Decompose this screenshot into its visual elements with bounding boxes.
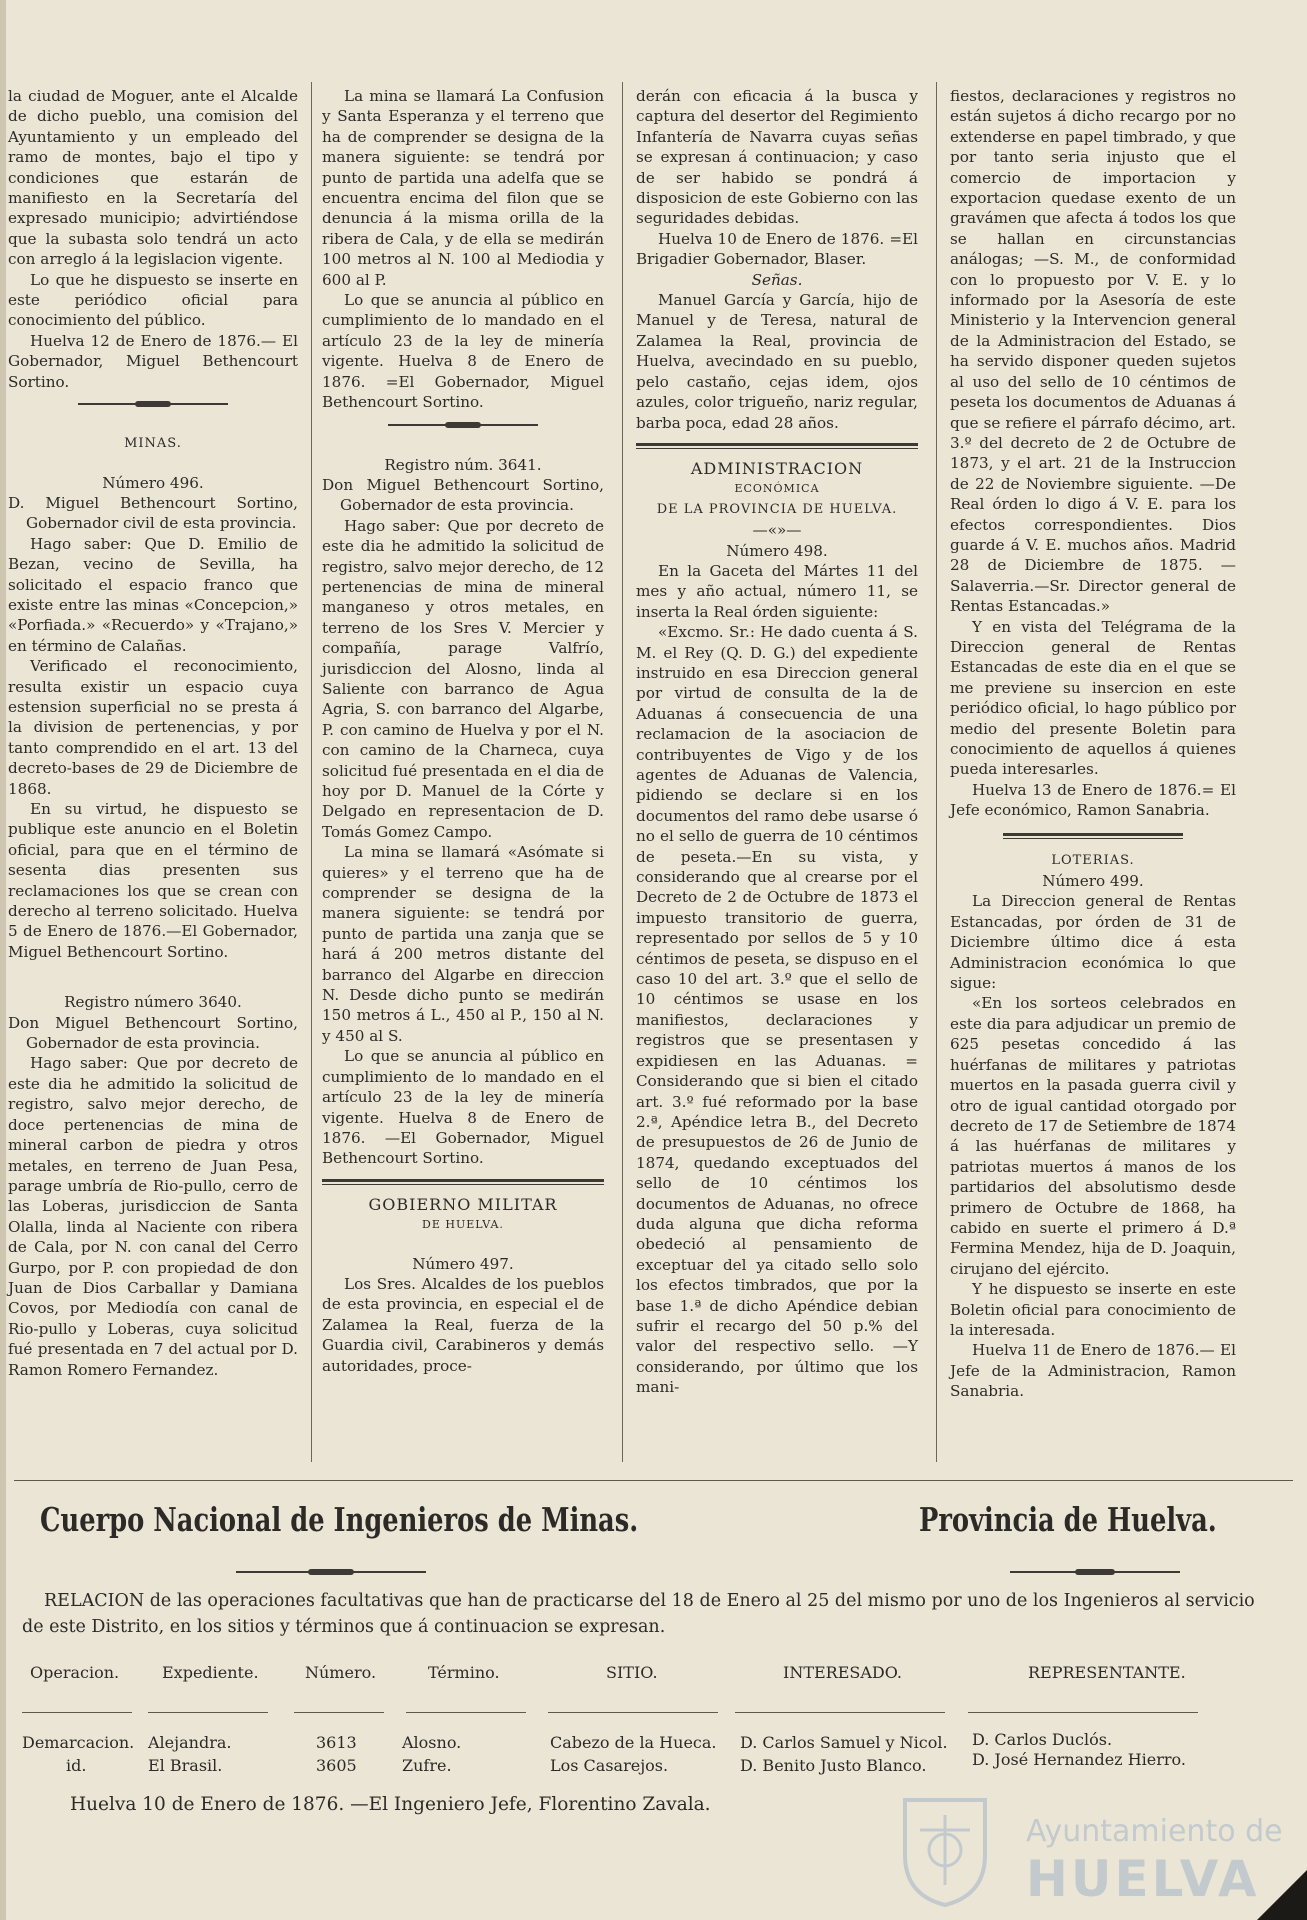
ornament-rule [78, 398, 228, 410]
relacion-paragraph: RELACION de las operaciones facultativas que han de practicarse del 18 de Enero al 25 del mismo por uno de los Ingenieros al servicio de este Distrito, en los sitios y términos que á continuacion se expresan. [22, 1591, 1255, 1637]
table-rule [548, 1712, 718, 1713]
table-cell: Alejandra. [148, 1733, 232, 1752]
paragraph: En la Gaceta del Mártes 11 del mes y año actual, número 11, se inserta la Real órden siguiente: [636, 561, 918, 621]
notice-number: Número 499. [1042, 872, 1144, 891]
paragraph: «En los sorteos celebrados en este dia para adjudicar un premio de 625 pesetas concedido á las huérfanas de militares y patriotas muertos en la pasada guerra civil y otro de igual cantidad otorgado por decreto de 17 de Setiembre de 1874 á las huérfanas de militares y patriotas muertos á manos de los partidarios del absolutismo desde primero de Octubre de 1868, ha cabido en suerte el primero á D.ª Fermina Mendez, hija de D. Joaquin, cirujano del ejército. [950, 994, 1236, 1278]
section-heading: MINAS. [124, 436, 182, 452]
paragraph: Verificado el reconocimiento, resulta existir un espacio cuya estension superficial no se presta á la division de pertenencias, y por tanto comprendido en el art. 13 del decreto-bases de 29 de Diciembre de 1868. [8, 657, 298, 798]
notice-number: Número 498. [726, 541, 828, 560]
section-heading: GOBIERNO MILITAR [368, 1194, 558, 1214]
paragraph: derán con eficacia á la busca y captura del desertor del Regimiento Infantería de Navarra cuyas señas se expresan á continuacion; y caso de ser habido se pondrá á disposicion de este Gobierno con las seguridades debidas. [636, 87, 918, 228]
table-rule [406, 1712, 526, 1713]
table-header: INTERESADO. [783, 1663, 903, 1682]
section-divider [1003, 833, 1183, 839]
table-cell: Zufre. [402, 1756, 452, 1775]
ornament-rule [236, 1566, 426, 1578]
section-heading: LOTERIAS. [1051, 852, 1135, 868]
banner-title-right: Provincia de Huelva. [919, 1500, 1217, 1539]
table-rule [294, 1712, 384, 1713]
signature-paragraph: Huelva 13 de Enero de 1876.= El Jefe económico, Ramon Sanabria. [950, 780, 1236, 820]
table-header: SITIO. [606, 1663, 658, 1682]
section-subheading: ECONÓMICA [734, 482, 820, 496]
watermark-line2: HUELVA [1026, 1850, 1260, 1908]
column-1 [8, 86, 298, 1380]
paragraph: Manuel García y García, hijo de Manuel y de Teresa, natural de Zalamea la Real, provincia de Huelva, avecindado en su pueblo, pelo castaño, cejas idem, ojos azules, color trigueño, nariz regular, barba poca, edad 28 años. [636, 291, 918, 432]
paragraph: fiestos, declaraciones y registros no están sujetos á dicho recargo por no extenderse en papel timbrado, y que por tanto seria injusto que el comercio de importacion y exportacion quedase exento de un gravámen que afecta á todos los que se hallan en circunstancias análogas; —S. M., de conformidad con lo propuesto por V. E. y lo informado por la Asesoría de este Ministerio y la Intervencion general de la Administracion del Estado, se ha servido disponer queden sujetos al uso del sello de 10 céntimos de peseta los documentos de Aduanas á que se refiere el párrafo décimo, art. 3.º del decreto de 2 de Octubre de 1873, y el art. 21 de la Instruccion de 22 de Noviembre siguiente. —De Real órden lo digo á V. E. para los efectos correspondientes. Dios guarde á V. E. muchos años. Madrid 28 de Diciembre de 1875. —Salaverria.—Sr. Director general de Rentas Estancadas.» [950, 87, 1236, 616]
table-header: Término. [428, 1663, 500, 1682]
signature-paragraph: Huelva 11 de Enero de 1876.— El Jefe de la Administracion, Ramon Sanabria. [950, 1341, 1236, 1401]
table-cell: D. José Hernandez Hierro. [972, 1750, 1186, 1769]
paragraph: Hago saber: Que por decreto de este dia he admitido la solicitud de registro, salvo mejor derecho, de 12 pertenencias de mina de mineral manganeso y otros metales, en terreno de los Sres V. Mercier y compañía, parage Valfrío, jurisdiccion del Alosno, linda al Saliente con barranco de Agua Agria, S. con barranco del Algarbe, P. con camino de Huelva y por el N. con camino de la Charneca, cuya solicitud fué presentada en el dia de hoy por D. Manuel de la Córte y Delgado en representacion de D. Tomás Gomez Campo. [322, 516, 604, 841]
paragraph: En su virtud, he dispuesto se publique este anuncio en el Boletin oficial, para que en el término de sesenta dias presenten sus reclamaciones los que se crean con derecho al terreno solicitado. Huelva 5 de Enero de 1876.—El Gobernador, Miguel Bethencourt Sortino. [8, 800, 298, 961]
paragraph: «Excmo. Sr.: He dado cuenta á S. M. el Rey (Q. D. G.) del expediente instruido en esa Direccion general por virtud de consulta de la de Aduanas á consecuencia de una reclamacion de la asociacion de contribuyentes de Vigo y de los agentes de Aduanas de Valencia, pidiendo se declare si en los documentos del ramo debe usarse ó no el sello de guerra de 10 céntimos de peseta.—En su vista, y considerando que al crearse por el Decreto de 2 de Octubre de 1873 el impuesto transitorio de guerra, representado por sellos de 5 y 10 céntimos de peseta, se dispuso en el caso 10 del art. 3.º que el sello de 10 céntimos se usase en los manifiestos, declaraciones y registros que se presentasen y expidiesen en las Aduanas. = Considerando que si bien el citado art. 3.º fué reformado por la base 2.ª, Apéndice letra B., del Decreto de presupuestos de 26 de Junio de 1874, quedando exceptuados del sello de 10 céntimos los documentos de Aduanas, no ofrece duda alguna que dicha reforma obedeció al pensamiento de exceptuar del ya citado sello solo los efectos timbrados, que por la base 1.ª de dicho Apéndice debian sufrir el recargo del 50 p.% del valor del respectivo sello. —Y considerando, por último que los mani- [636, 623, 918, 1397]
coat-of-arms-icon [890, 1790, 1000, 1910]
subsection-heading: Señas. [751, 270, 803, 289]
table-cell: D. Benito Justo Blanco. [740, 1756, 927, 1775]
section-subheading: DE LA PROVINCIA DE HUELVA. [656, 501, 898, 517]
table-rule [735, 1712, 945, 1713]
notice-number: Registro núm. 3641. [384, 455, 542, 474]
table-cell: Los Casarejos. [550, 1756, 669, 1775]
banner-title: Cuerpo Nacional de Ingenieros de Minas. [40, 1500, 639, 1539]
table-cell: Cabezo de la Hueca. [550, 1733, 717, 1752]
table-cell: D. Carlos Duclós. [972, 1730, 1113, 1749]
column-3 [636, 86, 918, 1398]
section-subheading: DE HUELVA. [422, 1218, 504, 1232]
table-cell: id. [66, 1756, 87, 1775]
signature-paragraph: Huelva 12 de Enero de 1876.— El Gobernador, Miguel Bethencourt Sortino. [8, 331, 298, 391]
section-divider [636, 443, 918, 449]
column-4 [950, 86, 1236, 1402]
footer-signature: Huelva 10 de Enero de 1876. —El Ingeniero Jefe, Florentino Zavala. [70, 1794, 711, 1815]
notice-number: Número 497. [412, 1254, 514, 1273]
ayuntamiento-watermark [890, 1790, 1290, 1910]
table-cell: Demarcacion. [22, 1733, 135, 1752]
column-rule [311, 82, 312, 1462]
ornament-rule [1010, 1566, 1180, 1578]
table-rule [968, 1712, 1198, 1713]
paragraph: Los Sres. Alcaldes de los pueblos de esta provincia, en especial el de Zalamea la Real, fuerza de la Guardia civil, Carabineros y demás autoridades, proce- [322, 1274, 604, 1375]
paragraph: La mina se llamará La Confusion y Santa Esperanza y el terreno que ha de comprender se designa de la manera siguiente: se tendrá por punto de partida una adelfa que se encuentra encima del filon que se denuncia á la misma orilla de la ribera de Cala, y de ella se medirán 100 metros al N. 100 al Mediodia y 600 al P. [322, 87, 604, 289]
column-rule [936, 82, 937, 1462]
paragraph: la ciudad de Moguer, ante el Alcalde de dicho pueblo, una comision del Ayuntamiento y un empleado del ramo de montes, bajo el tipo y condiciones que estarán de manifiesto en la Secretaría del expresado municipio; advirtiéndose que la subasta solo tendrá un acto con arreglo á la legislacion vigente. [8, 87, 298, 269]
paragraph: Y he dispuesto se inserte en este Boletin oficial para conocimiento de la interesada. [950, 1280, 1236, 1339]
notice-number: Número 496. [102, 473, 204, 492]
page-edge [0, 0, 6, 1920]
table-header: REPRESENTANTE. [1028, 1663, 1186, 1682]
table-rule [148, 1712, 268, 1713]
paragraph: Lo que he dispuesto se inserte en este periódico oficial para conocimiento del público. [8, 270, 298, 330]
paragraph: Y en vista del Telégrama de la Direccion general de Rentas Estancadas de este dia en el que se me previene su insercion en este periódico oficial, lo hago público por medio del presente Boletin para conocimiento de aquellos á quienes pueda interesarles. [950, 617, 1236, 779]
paragraph: La mina se llamará «Asómate si quieres» y el terreno que ha de comprender se designa de la manera siguiente: se tendrá por punto de partida una zanja que se hará á 200 metros distante del barranco del Algarbe en direccion N. Desde dicho punto se medirán 150 metros á L., 450 al P., 150 al N. y 450 al S. [322, 843, 604, 1045]
table-cell: El Brasil. [148, 1756, 223, 1775]
column-rule [622, 82, 623, 1462]
paragraph: Lo que se anuncia al público en cumplimiento de lo mandado en el artículo 23 de la ley de minería vigente. Huelva 8 de Enero de 1876. —El Gobernador, Miguel Bethencourt Sortino. [322, 1047, 604, 1168]
table-cell: D. Carlos Samuel y Nicol. [740, 1733, 948, 1752]
paragraph: Hago saber: Que por decreto de este dia he admitido la solicitud de registro, salvo mejor derecho, de doce pertenencias de mina de mineral carbon de piedra y otros metales, en terreno de Juan Pesa, parage umbría de Rio-pullo, cerro de las Loberas, jurisdiccion de Santa Olalla, linda al Naciente con ribera de Cala, por N. con canal del Cerro Gurpo, por P. con propiedad de don Juan de Dios Carballar y Damiana Covos, por Mediodía con canal de Rio-pullo y Loberas, cuya solicitud fué presentada en 7 del actual por D. Ramon Romero Fernandez. [8, 1054, 298, 1379]
table-cell: 3605 [316, 1756, 357, 1775]
ornament-rule [388, 419, 538, 431]
table-cell: 3613 [316, 1733, 357, 1752]
signature-paragraph: Huelva 10 de Enero de 1876. =El Brigadier Gobernador, Blaser. [636, 229, 918, 269]
ornament-text: —«»— [752, 521, 802, 540]
page-corner-fold [1247, 1860, 1307, 1920]
notice-issuer: D. Miguel Bethencourt Sortino, Gobernador civil de esta provincia. [8, 493, 298, 533]
paragraph: Lo que se anuncia al público en cumplimiento de lo mandado en el artículo 23 de la ley de minería vigente. Huelva 8 de Enero de 1876. =El Gobernador, Miguel Bethencourt Sortino. [322, 291, 604, 412]
paragraph: La Direccion general de Rentas Estancadas, por órden de 31 de Diciembre último dice á esta Administracion económica lo que sigue: [950, 892, 1236, 993]
notice-issuer: Don Miguel Bethencourt Sortino, Gobernador de esta provincia. [8, 1013, 298, 1053]
paragraph: Hago saber: Que D. Emilio de Bezan, vecino de Sevilla, ha solicitado el espacio franco que existe entre las minas «Concepcion,» «Porfiada.» «Recuerdo» y «Trajano,» en término de Calañas. [8, 534, 298, 655]
watermark-line1: Ayuntamiento de [1026, 1814, 1283, 1849]
table-rule [22, 1712, 132, 1713]
table-header: Operacion. [30, 1663, 120, 1682]
section-divider [322, 1179, 604, 1185]
table-header: Número. [305, 1663, 377, 1682]
table-cell: Alosno. [402, 1733, 462, 1752]
notice-issuer: Don Miguel Bethencourt Sortino, Gobernador de esta provincia. [322, 475, 604, 515]
notice-number: Registro número 3640. [64, 993, 242, 1012]
horizontal-rule [14, 1480, 1293, 1481]
section-heading: ADMINISTRACION [690, 458, 864, 478]
column-2 [322, 86, 604, 1376]
table-header: Expediente. [162, 1663, 259, 1682]
